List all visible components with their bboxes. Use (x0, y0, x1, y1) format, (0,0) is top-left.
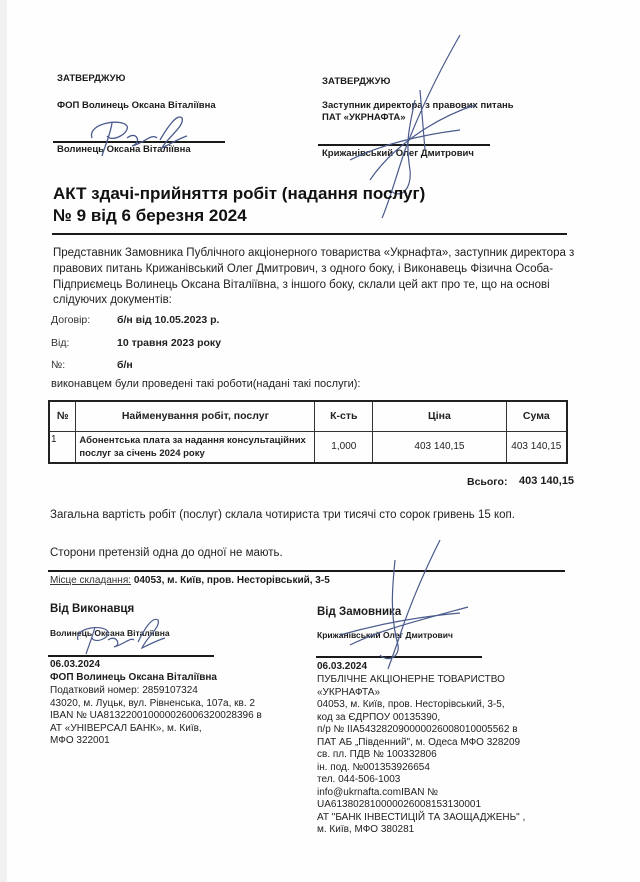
col-header-price: Ціна (373, 401, 506, 431)
customer-position-line2: ПАТ «УКРНАФТА» (322, 112, 406, 123)
executor-position: ФОП Волинець Оксана Віталіївна (57, 100, 216, 111)
executor-sign-name: Волинець Оксана Віталіївна (50, 628, 170, 638)
executor-name: ФОП Волинець Оксана Віталіївна (50, 672, 217, 683)
place-value: 04053, м. Київ, пров. Несторівський, 3-5 (133, 575, 330, 586)
customer-heading: Від Замовника (317, 606, 402, 618)
approve-label-right: ЗАТВЕРДЖУЮ (322, 76, 391, 87)
executor-tax-id: Податковий номер: 2859107324 (50, 685, 198, 696)
signature-customer-bottom-icon (330, 535, 470, 670)
customer-account: п/р № IIA543282090000026008010005562 в (317, 724, 518, 735)
signature-line-right (318, 144, 490, 146)
customer-vat-cert: св. пл. ПДВ № 100332806 (317, 749, 437, 760)
total-label: Всього: (467, 476, 508, 488)
executor-iban: IBAN № UA813220010000026006320028396 в (50, 710, 262, 721)
customer-date: 06.03.2024 (317, 661, 368, 672)
row-name (76, 431, 315, 463)
customer-signer: Крижанівський Олег Дмитрович (322, 148, 474, 159)
customer-phone: тел. 044-506-1003 (317, 774, 401, 785)
customer-email-iban-label: info@ukrnafta.comIBAN № (317, 786, 438, 798)
intro-line-1: Представник Замовника Публічного акціонерного товариства «Укрнафта», заступник директора з (53, 247, 575, 259)
customer-signature-line (316, 656, 482, 658)
executor-details (50, 685, 262, 748)
total-in-words: Загальна вартість робіт (послуг) склала чотириста три тисячі сто сорок гривень 15 коп. (50, 509, 515, 521)
customer-sign-name: Крижанівський Олег Дмитрович (317, 630, 453, 640)
col-header-qty: К-сть (315, 401, 373, 431)
total-value: 403 140,15 (519, 475, 575, 487)
customer-tax-number: ін. под. №001353926654 (317, 761, 430, 773)
executor-bank: АТ «УНІВЕРСАЛ БАНК», м. Київ, (50, 722, 202, 734)
executor-signer: Волинець Оксана Віталіївна (57, 144, 191, 155)
executor-signature-line (48, 655, 214, 657)
table-header-row (49, 401, 567, 431)
row-number: 1 (49, 431, 76, 463)
no-claims-statement: Сторони претензій одна до одної не мають. (50, 547, 283, 559)
act-title: АКТ здачі-прийняття робіт (надання послуг) (53, 184, 426, 203)
scan-edge (0, 0, 7, 882)
executor-address: 43020, м. Луцьк, вул. Рівненська, 107а, кв. 2 (50, 697, 255, 709)
customer-position-line1: Заступник директора з правових питань (322, 100, 514, 111)
row-price: 403 140,15 (373, 431, 506, 463)
works-table (48, 400, 568, 464)
date-label: Від: (51, 337, 70, 349)
row-qty: 1,000 (315, 431, 373, 463)
row-sum: 403 140,15 (506, 431, 567, 463)
number-value: б/н (117, 359, 133, 371)
number-label: №: (51, 359, 66, 371)
customer-address: 04053, м. Київ, пров. Несторівський, 3-5, (317, 699, 505, 710)
intro-line-3: Підприємець Волинець Оксана Віталіївна, з іншого боку, склали цей акт про те, що на основі (53, 279, 550, 291)
customer-mfo: м. Київ, МФО 380281 (317, 824, 415, 835)
act-number: № 9 від 6 березня 2024 (53, 206, 247, 225)
customer-iban: UA613802810000026008153130001 (317, 799, 482, 810)
customer-company-line2: «УКРНАФТА» (317, 686, 381, 698)
date-value: 10 травня 2023 року (117, 337, 222, 349)
place-label: Місце складання: (50, 575, 132, 586)
col-header-sum: Сума (506, 401, 567, 431)
customer-edrpou: код за ЄДРПОУ 00135390, (317, 711, 441, 723)
signature-line-left (53, 141, 225, 143)
works-intro: виконавцем були проведені такі роботи(надані такі послуги): (51, 378, 361, 390)
place-of-drafting (50, 575, 330, 586)
customer-details (317, 674, 525, 837)
col-header-number: № (49, 401, 76, 431)
place-divider (48, 570, 565, 572)
contract-value: б/н від 10.05.2023 р. (117, 314, 220, 326)
approve-label-left: ЗАТВЕРДЖУЮ (57, 73, 126, 84)
contract-label: Договір: (51, 314, 91, 326)
table-row (49, 431, 567, 463)
executor-mfo: МФО 322001 (50, 735, 110, 746)
row-name-line1: Абонентська плата за надання консультаційних (79, 434, 306, 446)
row-name-line2: послуг за січень 2024 року (79, 447, 205, 459)
customer-company-line1: ПУБЛІЧНЕ АКЦІОНЕРНЕ ТОВАРИСТВО (317, 674, 505, 685)
customer-bank: ПАТ АБ „Південний", м. Одеса МФО 328209 (317, 736, 521, 748)
executor-heading: Від Виконавця (50, 603, 135, 615)
title-divider (52, 233, 567, 235)
executor-date: 06.03.2024 (50, 659, 101, 670)
intro-line-4: слідуючих документів: (53, 294, 172, 306)
col-header-name: Найменування робіт, послуг (76, 401, 315, 431)
intro-line-2: правових питань Крижанівський Олег Дмитрович, з одного боку, і Виконавець Фізична Особа- (53, 263, 554, 275)
customer-bank2: АТ "БАНК ІНВЕСТИЦІЙ ТА ЗАОЩАДЖЕНЬ" , (317, 811, 526, 823)
